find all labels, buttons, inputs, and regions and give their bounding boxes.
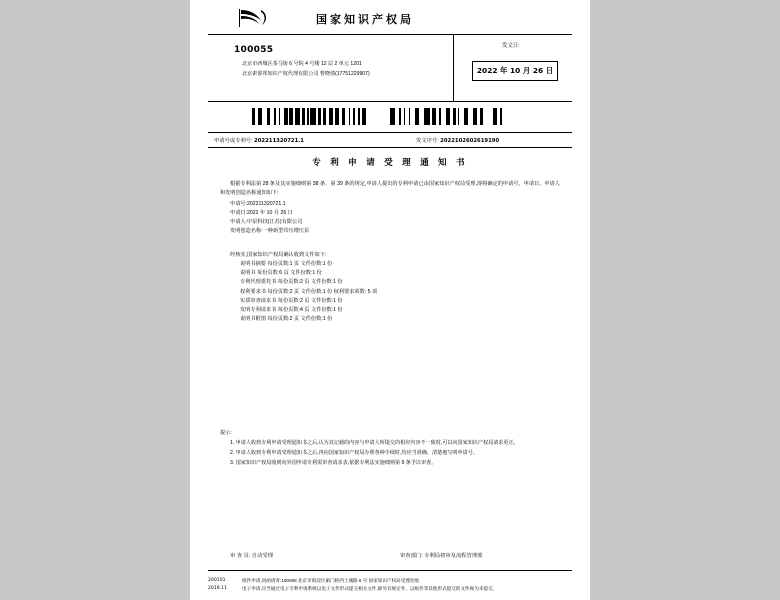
patent-acceptance-notice xyxy=(190,0,590,600)
number-row xyxy=(208,133,572,148)
received-documents-section xyxy=(220,251,560,325)
field-item: 申请日:2022 年 10 月 26 日 xyxy=(230,209,293,216)
document-item: 说明书 每份页数:6 页 文件份数:1 份 xyxy=(240,270,322,276)
issue-date-value: 2022 年 10 月 26 日 xyxy=(472,61,558,81)
tip-item: 2. 申请人收到专利申请受理通知书之后,再向国家知识产权局办理各种手续时,均应当准确、清楚地写明申请号。 xyxy=(230,450,478,457)
document-item: 发明专利请求书 每份页数:4 页 文件份数:1 份 xyxy=(240,307,343,313)
form-code-line-2: 2019.11 xyxy=(208,586,227,592)
address-block xyxy=(208,35,572,102)
cnipa-emblem-logo xyxy=(236,8,270,28)
postal-code: 100055 xyxy=(234,45,274,55)
issue-date-label: 发文日: xyxy=(502,43,520,49)
tips-heading: 提示: xyxy=(220,430,232,436)
document-header xyxy=(208,0,572,35)
application-number-value: 202211320721.1 xyxy=(254,138,304,144)
field-item: 发明创造名称:一种新型印压增压泵 xyxy=(230,228,310,235)
received-documents-lead: 经核实,国家知识产权局确认收到文件如下: xyxy=(230,251,327,258)
dispatch-number-label: 发文序号: xyxy=(416,138,439,144)
footer-text-paper: 纸件申请,回函请寄:100088 北京市海淀区蓟门桥西土城路 6 号 国家知识产权局受理处收 xyxy=(242,578,420,583)
tip-item: 3. 国家知识产权局收到向外国申请专利需审查请求表,依据专利法实施细则第 9 条予以审查。 xyxy=(230,460,437,467)
tip-item: 1. 申请人收到专利申请受理通知书之后,认为其记载的内容与申请人所提交的相应内容不一致时,可以向国家知识产权局请求更正。 xyxy=(230,440,519,447)
field-item: 申请号:202211320721.1 xyxy=(230,200,286,207)
document-item: 说明书附图 每份页数:2 页 文件份数:1 份 xyxy=(240,316,333,323)
reviewer-label: 审 查 员: xyxy=(230,552,251,559)
document-item: 专利代理委托书 每份页数:2 页 文件份数:1 份 xyxy=(240,279,343,286)
document-page xyxy=(190,0,590,600)
form-code-line-1: 200101 xyxy=(208,578,226,583)
barcode-row xyxy=(208,102,572,133)
department-label: 审查部门: xyxy=(400,552,423,559)
department-value: 专利局初审及流程管理部 xyxy=(424,552,483,559)
legal-basis-paragraph: 根据专利法第 28 条及其实施细则第 38 条、第 39 条的规定,申请人提出的专利申请已由国家知识产权局受理,现将确定的申请号、申请日、申请人和发明创造名称通知如下: xyxy=(220,181,560,197)
barcode-dispatch-number xyxy=(390,108,502,125)
issue-date-column xyxy=(453,35,572,101)
page-title: 专 利 申 请 受 理 通 知 书 xyxy=(312,158,468,168)
footer-text-electronic: 电子申请,应当通过电子专利申请系统以电子文件形式提交相关文件,除另有规定外、以纸件等其他形式提交的文件视为未提交。 xyxy=(242,585,498,591)
office-title: 国家知识产权局 xyxy=(316,13,414,26)
document-footer xyxy=(208,577,572,594)
application-fields xyxy=(220,200,560,237)
tips-section xyxy=(220,429,560,469)
address-line-2: 北京索睿邦知识产权代理有限公司 曹晓倩(17751229907) xyxy=(242,71,370,77)
signature-row xyxy=(220,552,560,560)
barcode-application-number xyxy=(250,108,366,125)
document-item: 权利要求书 每份页数:2 页 文件份数:1 份 权利要求项数: 5 项 xyxy=(240,288,378,295)
document-body xyxy=(208,157,572,571)
document-item: 说明书摘要 每份页数:1 页 文件份数:1 份 xyxy=(240,260,333,267)
field-item: 申请人:中泵科技(江苏)有限公司 xyxy=(230,219,303,225)
document-item: 实质审查请求书 每份页数:2 页 文件份数:1 份 xyxy=(240,297,343,304)
dispatch-number-value: 2022102602619190 xyxy=(440,138,500,144)
reviewer-value: 自动受理 xyxy=(251,552,273,559)
application-number-label: 申请号或专利号: xyxy=(214,138,253,144)
address-line-1: 北京市西城区茶马街 6 号院 4 号楼 12 层 2 单元 1201 xyxy=(242,61,362,67)
